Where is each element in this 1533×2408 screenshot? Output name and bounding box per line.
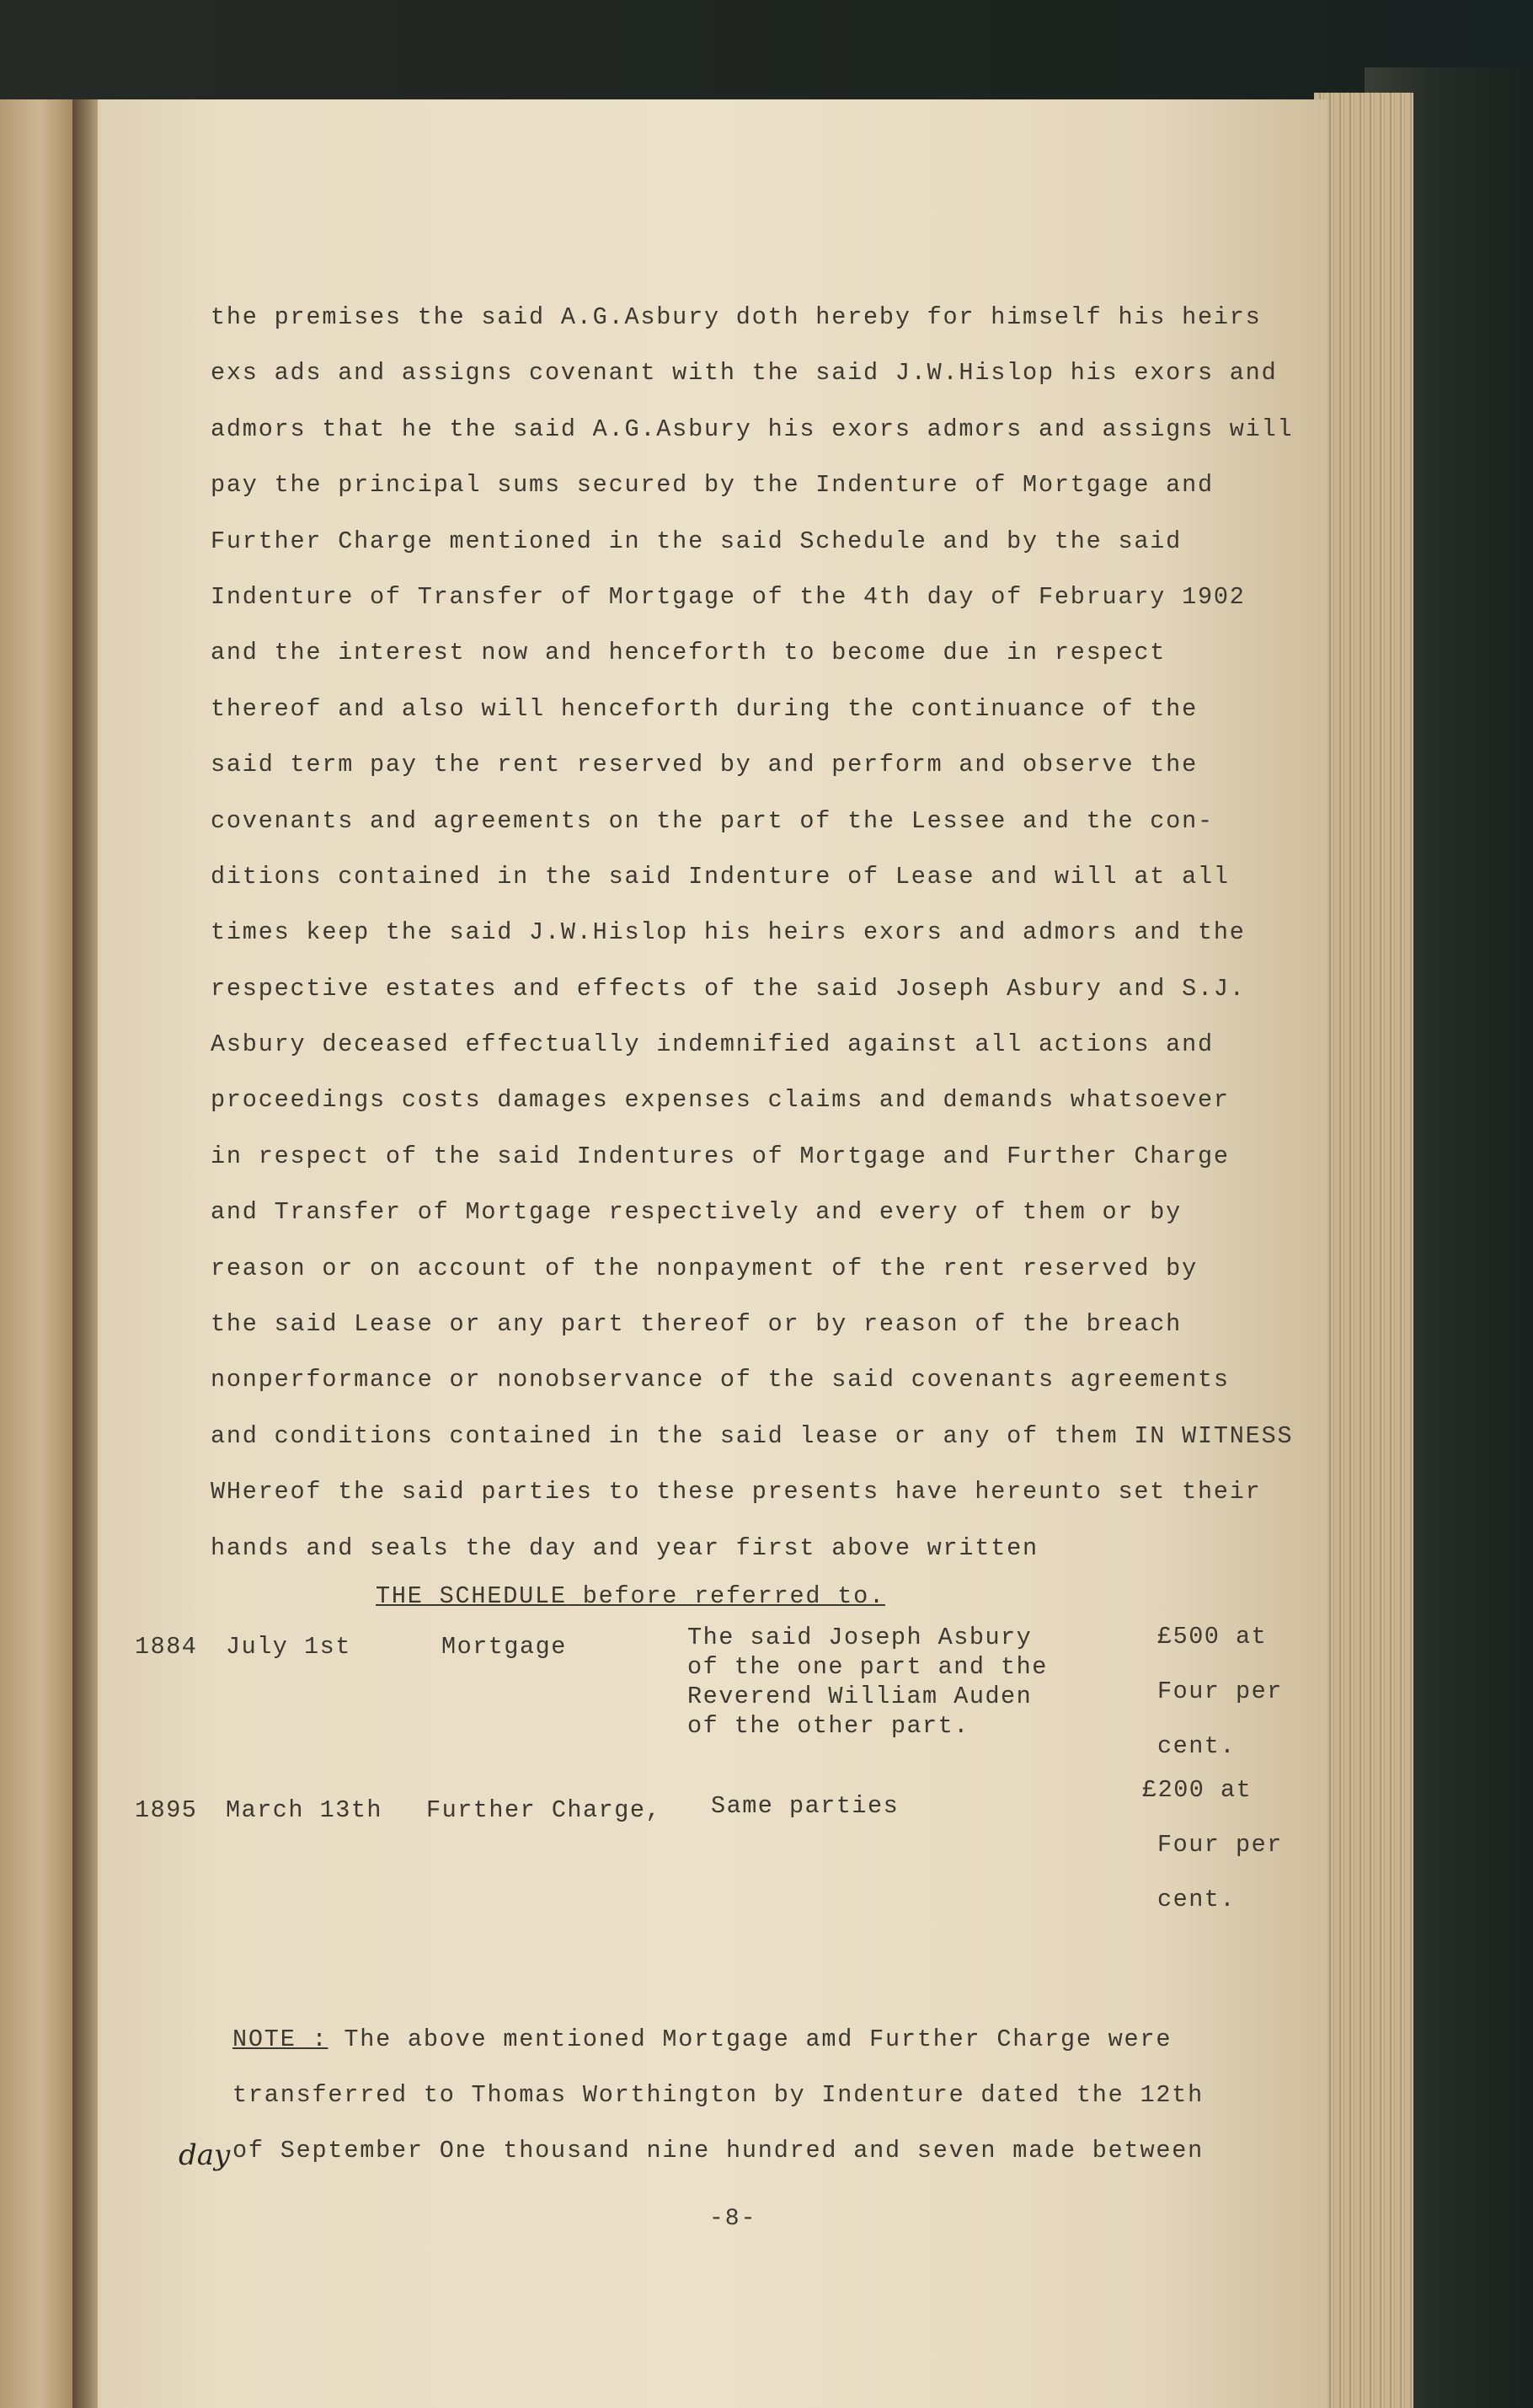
body-line: and conditions contained in the said lease or any of them IN WITNESS <box>211 1421 1294 1450</box>
body-line: hands and seals the day and year first above written <box>211 1533 1039 1562</box>
schedule-year: 1884 <box>135 1633 198 1661</box>
parties-line: of the other part. <box>687 1712 969 1740</box>
schedule-parties <box>687 1623 1048 1741</box>
schedule-date: March 13th <box>226 1796 383 1824</box>
page-stack-edge <box>1314 93 1413 2408</box>
body-line: the said Lease or any part thereof or by reason of the breach <box>211 1310 1183 1339</box>
parties-line: The said Joseph Asbury <box>687 1624 1033 1651</box>
schedule-instrument: Further Charge, <box>426 1796 662 1824</box>
schedule-heading-underlined: THE SCHEDULE <box>376 1582 567 1610</box>
note-text: The above mentioned Mortgage amd Further Charge were <box>328 2025 1172 2053</box>
schedule-year: 1895 <box>135 1796 198 1824</box>
handwritten-annotation: day <box>179 2138 231 2172</box>
schedule-amount <box>1142 1763 1283 1927</box>
note-line-2: transferred to Thomas Worthington by Indenture dated the 12th <box>232 2081 1204 2109</box>
schedule-heading-rest: before referred to. <box>566 1582 885 1610</box>
body-line: Indenture of Transfer of Mortgage of the 4th day of February 1902 <box>211 582 1246 611</box>
schedule-heading <box>376 1582 885 1610</box>
body-line: WHereof the said parties to these presents have hereunto set their <box>211 1478 1262 1506</box>
body-line: in respect of the said Indentures of Mortgage and Further Charge <box>211 1142 1230 1170</box>
parties-line: Reverend William Auden <box>687 1683 1033 1710</box>
amount-line: Four per <box>1157 1831 1283 1859</box>
schedule-instrument: Mortgage <box>441 1633 567 1661</box>
document-page <box>98 99 1327 2408</box>
parties-line: Same parties <box>711 1792 900 1820</box>
schedule-parties <box>711 1791 899 1821</box>
amount-line: Four per <box>1157 1678 1283 1705</box>
schedule-date: July 1st <box>226 1633 351 1661</box>
body-line: ditions contained in the said Indenture of Lease and will at all <box>211 862 1230 891</box>
body-line: exs ads and assigns covenant with the said J.W.Hislop his exors and <box>211 359 1278 388</box>
amount-line: £500 at <box>1157 1623 1268 1651</box>
amount-line: £200 at <box>1142 1776 1253 1804</box>
body-line: pay the principal sums secured by the Indenture of Mortgage and <box>211 471 1214 500</box>
body-line: Asbury deceased effectually indemnified against all actions and <box>211 1030 1214 1059</box>
body-line: respective estates and effects of the said Joseph Asbury and S.J. <box>211 974 1246 1003</box>
previous-page-edge <box>0 99 72 2408</box>
body-line: nonperformance or nonobservance of the said covenants agreements <box>211 1366 1230 1394</box>
body-line: reason or on account of the nonpayment of the rent reserved by <box>211 1254 1198 1282</box>
body-line: times keep the said J.W.Hislop his heirs exors and admors and the <box>211 918 1246 947</box>
amount-line: cent. <box>1157 1732 1237 1760</box>
body-line: the premises the said A.G.Asbury doth hereby for himself his heirs <box>211 303 1262 331</box>
body-line: proceedings costs damages expenses claims and demands whatsoever <box>211 1086 1230 1115</box>
body-line: thereof and also will henceforth during the continuance of the <box>211 694 1198 723</box>
body-line: admors that he the said A.G.Asbury his exors admors and assigns will <box>211 415 1294 443</box>
note-label: NOTE : <box>232 2025 328 2053</box>
body-line: covenants and agreements on the part of the Lessee and the con- <box>211 806 1214 835</box>
note-line-1 <box>232 2012 1327 2068</box>
body-line: Further Charge mentioned in the said Schedule and by the said <box>211 527 1183 555</box>
amount-line: cent. <box>1157 1886 1237 1913</box>
body-line: and the interest now and henceforth to become due in respect <box>211 639 1167 667</box>
note-line-3: of September One thousand nine hundred and seven made between <box>232 2137 1204 2165</box>
body-line: and Transfer of Mortgage respectively and every of them or by <box>211 1198 1183 1227</box>
deed-body-text <box>211 290 1322 1576</box>
page-number: -8- <box>709 2206 757 2232</box>
schedule-amount <box>1157 1609 1283 1774</box>
book-gutter <box>72 99 98 2408</box>
note-block <box>232 2012 1327 2179</box>
body-line: said term pay the rent reserved by and perform and observe the <box>211 751 1198 779</box>
parties-line: of the one part and the <box>687 1653 1048 1681</box>
